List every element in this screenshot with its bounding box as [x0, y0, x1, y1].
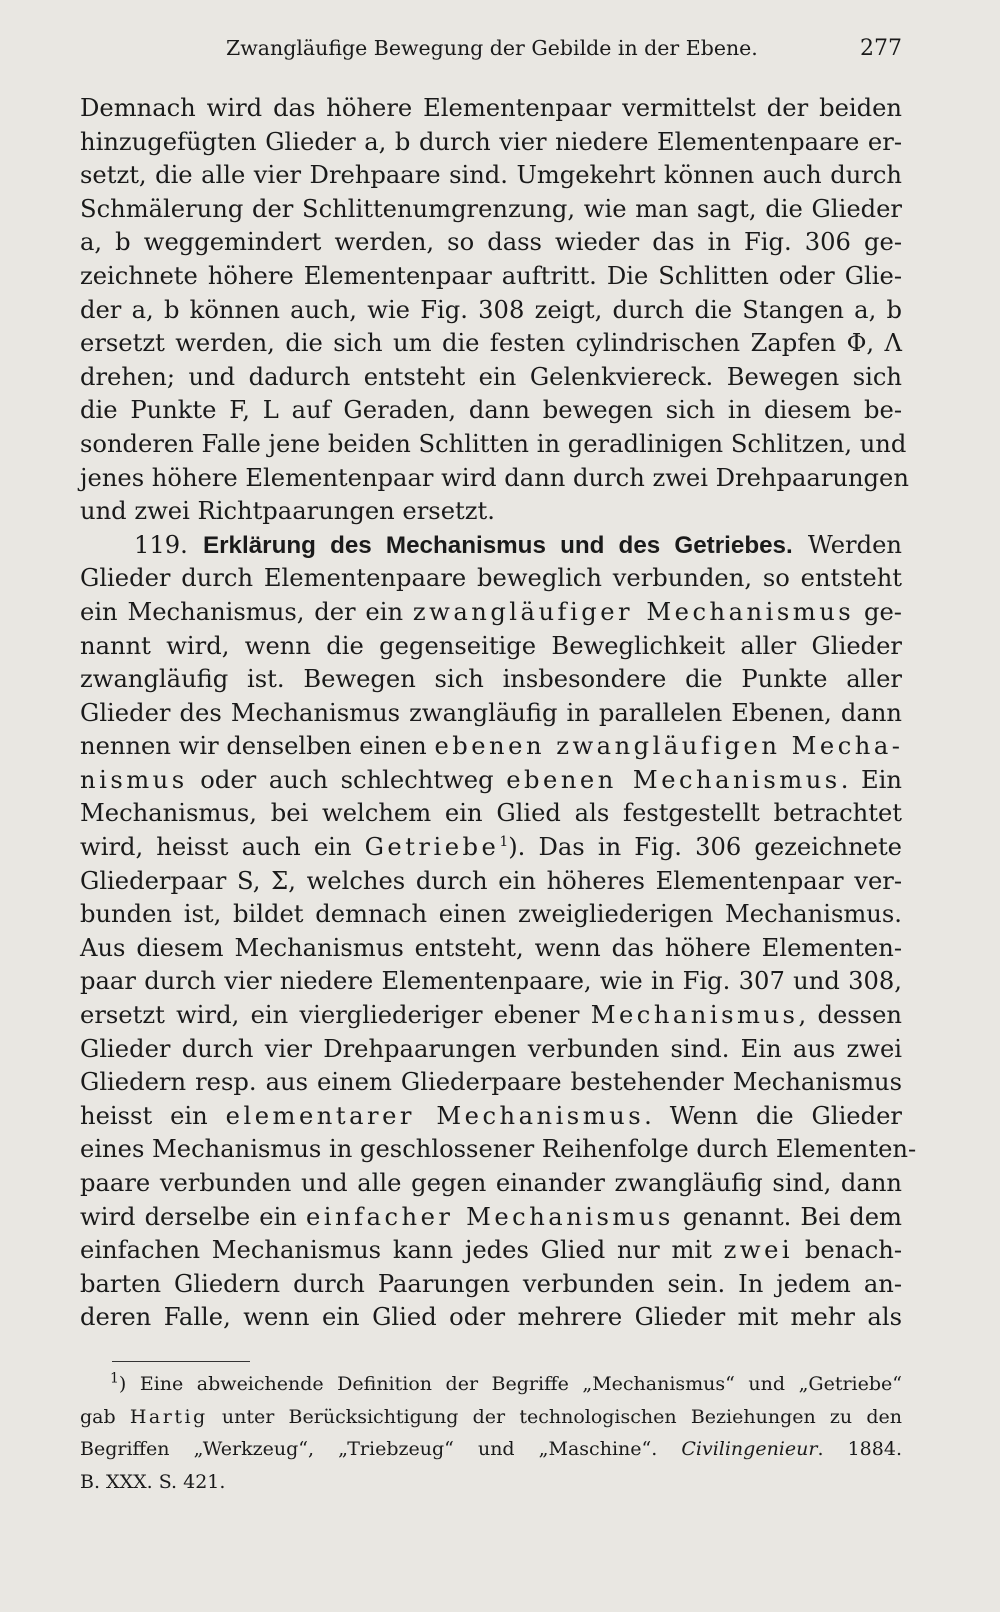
text-line: setzt, die alle vier Drehpaare sind. Umgekehrt können auch durch — [80, 161, 902, 190]
text-line: nannt wird, wenn die gegenseitige Beweglichkeit aller Glieder — [80, 631, 902, 660]
spaced-term: einfacher Mechanismus — [305, 1202, 674, 1231]
text-line: deren Falle, wenn ein Glied oder mehrere Glieder mit mehr als — [80, 1303, 902, 1332]
text-line: zwangläufig ist. Bewegen sich insbesondere die Punkte aller — [80, 665, 902, 694]
text-line: Glieder durch vier Drehpaarungen verbunden sind. Ein aus zwei — [80, 1034, 902, 1063]
spaced-name: Hartig — [129, 1405, 208, 1428]
footnote-line: Begriffen „Werkzeug“, „Triebzeug“ und „Maschine“. Civilingenieur. 1884. — [80, 1438, 902, 1460]
text-line: paare verbunden und alle gegen einander zwangläufig sind, dann — [80, 1169, 902, 1197]
footnote-line: gab Hartig unter Berücksichtigung der technologischen Beziehungen zu den — [80, 1405, 902, 1428]
spaced-term: Getriebe — [364, 833, 500, 862]
text-line: eines Mechanismus in geschlossener Reihenfolge durch Elementen- — [80, 1135, 917, 1164]
text-line: einfachen Mechanismus kann jedes Glied nur mit zwei benach- — [80, 1236, 903, 1265]
text-line: Gliederpaar S, Σ, welches durch ein höheres Elementenpaar ver- — [80, 866, 902, 895]
text-line: nismus oder auch schlechtweg ebenen Mechanismus. Ein — [80, 765, 903, 794]
footnote-ref: 1 — [499, 834, 509, 850]
text-line: wird derselbe ein einfacher Mechanismus genannt. Bei dem — [80, 1202, 902, 1231]
text-line: Demnach wird das höhere Elementenpaar vermittelst der beiden — [80, 94, 902, 122]
footnote-line: B. XXX. S. 421. — [80, 1470, 226, 1493]
text-line: ersetzt wird, ein viergliederiger ebener Mechanismus, dessen — [80, 1001, 902, 1030]
text-line: der a, b können auch, wie Fig. 308 zeigt, durch die Stangen a, b — [80, 295, 902, 324]
section-title: Erklärung des Mechanismus und des Getriebes. — [203, 531, 793, 559]
spaced-term: nismus — [80, 765, 188, 794]
body-text — [80, 92, 917, 1335]
footnote-line: $^1$) Eine abweichende Definition der Begriffe „Mechanismus“ und „Getriebe“ — [110, 1370, 902, 1395]
journal-title: Civilingenieur — [681, 1438, 818, 1460]
spaced-term: zwei — [723, 1236, 794, 1265]
footnote — [80, 1368, 902, 1498]
text-line: die Punkte F, L auf Geraden, dann bewegen sich in diesem be- — [80, 396, 902, 425]
text-line: heisst ein elementarer Mechanismus. Wenn die Glieder — [80, 1101, 902, 1130]
footnote-rule — [112, 1361, 250, 1362]
text-line: barten Gliedern durch Paarungen verbunden sein. In jedem an- — [80, 1269, 902, 1298]
text-line: und zwei Richtpaarungen ersetzt. — [80, 497, 495, 526]
header-title: Zwangläufige Bewegung der Gebilde in der Ebene. — [226, 36, 758, 60]
spaced-term: Mechanismus — [590, 1001, 799, 1030]
text-line: Glieder durch Elementenpaare beweglich verbunden, so entsteht — [80, 564, 902, 593]
text-line: zeichnete höhere Elementenpaar auftritt. Die Schlitten oder Glie- — [80, 261, 902, 290]
spaced-term: ebenen Mechanismus — [506, 765, 841, 794]
spaced-term: ebenen zwangläufigen Mecha- — [434, 732, 904, 761]
text-line: ein Mechanismus, der ein zwangläufiger Mechanismus ge- — [80, 597, 902, 626]
text-line: a, b weggemindert werden, so dass wieder das in Fig. 306 ge- — [80, 228, 902, 257]
section-heading-line: 119. Erklärung des Mechanismus und des Getriebes. Werden — [134, 530, 902, 559]
spaced-term: elementarer Mechanismus — [225, 1101, 645, 1130]
text-line: jenes höhere Elementenpaar wird dann durch zwei Drehpaarungen — [80, 463, 909, 492]
text-line: ersetzt werden, die sich um die festen cylindrischen Zapfen Φ, Λ — [80, 329, 902, 358]
text-line: Gliedern resp. aus einem Gliederpaare bestehender Mechanismus — [80, 1068, 902, 1097]
text-line: paar durch vier niedere Elementenpaare, wie in Fig. 307 und 308, — [80, 967, 902, 996]
text-line: Mechanismus, bei welchem ein Glied als festgestellt betrachtet — [80, 799, 902, 828]
text-line: wird, heisst auch ein Getriebe$^1$). Das in Fig. 306 gezeichnete — [80, 833, 902, 862]
text-line: Glieder des Mechanismus zwangläufig in parallelen Ebenen, dann — [80, 698, 902, 727]
page-number: 277 — [860, 36, 902, 61]
text-line: bunden ist, bildet demnach einen zweigliederigen Mechanismus. — [80, 900, 902, 929]
text-line: Schmälerung der Schlittenumgrenzung, wie man sagt, die Glieder — [80, 194, 902, 223]
text-line: hinzugefügten Glieder a, b durch vier niedere Elementenpaare er- — [80, 127, 902, 156]
text-line: drehen; und dadurch entsteht ein Gelenkviereck. Bewegen sich — [80, 362, 902, 391]
running-header — [80, 36, 902, 72]
text-line: Aus diesem Mechanismus entsteht, wenn das höhere Elementen- — [80, 933, 902, 962]
spaced-term: zwangläufiger Mechanismus — [412, 597, 855, 626]
text-line: nennen wir denselben einen ebenen zwangläufigen Mecha- — [80, 732, 904, 761]
footnote-marker: 1 — [110, 1370, 119, 1387]
text-line: sonderen Falle jene beiden Schlitten in geradlinigen Schlitzen, und — [80, 429, 907, 458]
